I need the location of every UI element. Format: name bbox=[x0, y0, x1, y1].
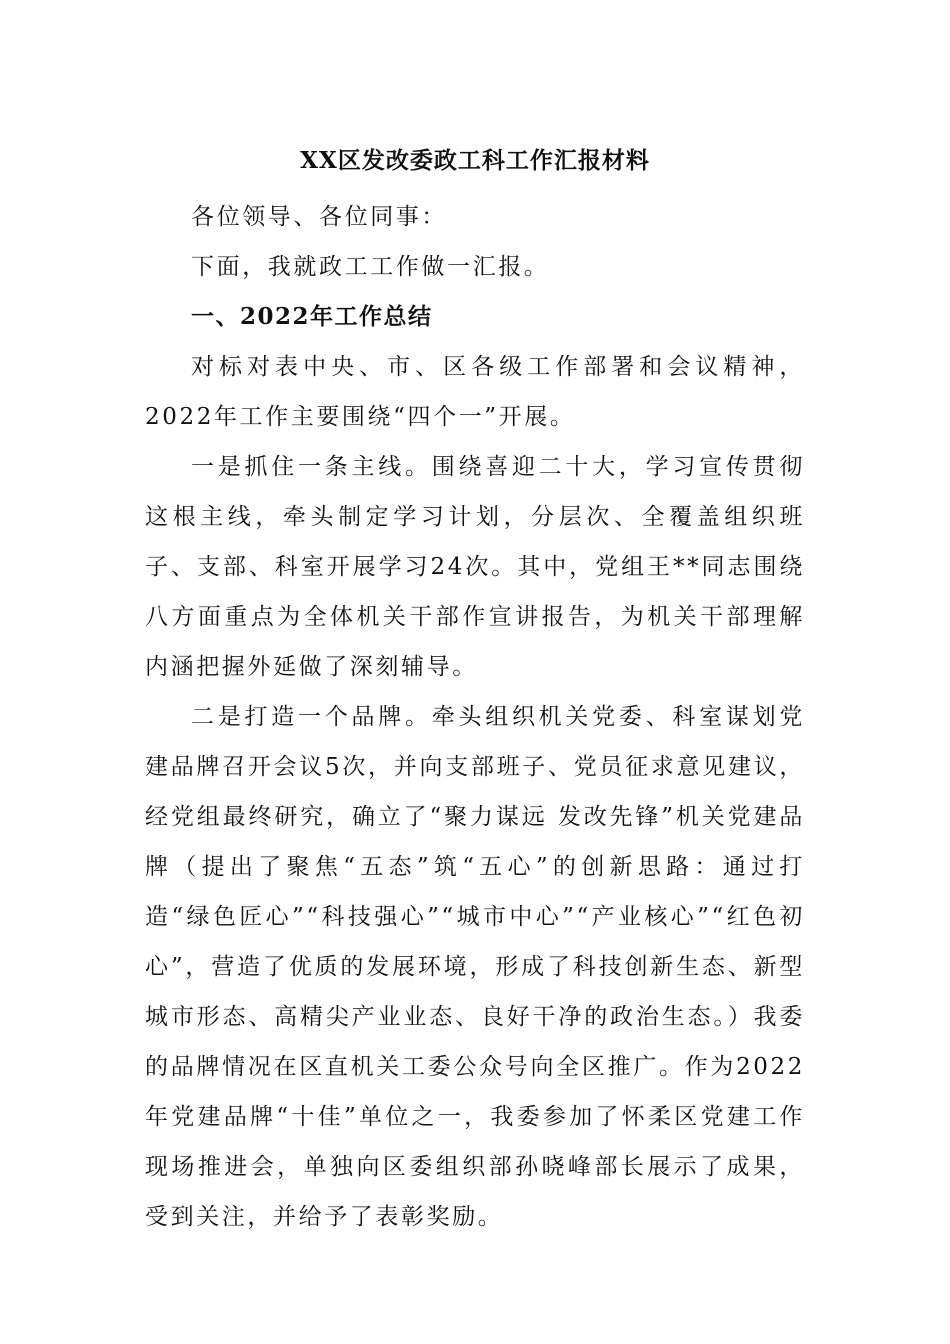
section-heading-1: 一、2022年工作总结 bbox=[191, 303, 433, 330]
body-paragraph: 对标对表中央、市、区各级工作部署和会议精神，2022年工作主要围绕“四个一”开展。 bbox=[145, 354, 805, 430]
body-paragraph: 一是抓住一条主线。围绕喜迎二十大，学习宣传贯彻这根主线，牵头制定学习计划，分层次、全覆盖组织班子、支部、科室开展学习24次。其中，党组王**同志围绕八方面重点为全体机关干部作宣讲报告，为机关干部理解内涵把握外延做了深刻辅导。 bbox=[145, 454, 805, 680]
document-title: XX区发改委政工科工作汇报材料 bbox=[300, 147, 650, 174]
body-paragraph: 二是打造一个品牌。牵头组织机关党委、科室谋划党建品牌召开会议5次，并向支部班子、党员征求意见建议，经党组最终研究，确立了“聚力谋远 发改先锋”机关党建品牌（提出了聚焦“五态”筑“五心”的创新思路：通过打造“绿色匠心”“科技强心”“城市中心”“产业核心”“红色初心”，营造了优质的发展环境，形成了科技创新生态、新型城市形态、高精尖产业业态、良好干净的政治生态。）我委的品牌情况在区直机关工委公众号向全区推广。作为2022年党建品牌“十佳”单位之一，我委参加了怀柔区党建工作现场推进会，单独向区委组织部孙晓峰部长展示了成果，受到关注，并给予了表彰奖励。 bbox=[145, 704, 805, 1230]
intro-paragraph: 下面，我就政工工作做一汇报。 bbox=[191, 254, 550, 280]
salutation: 各位领导、各位同事： bbox=[191, 204, 447, 230]
